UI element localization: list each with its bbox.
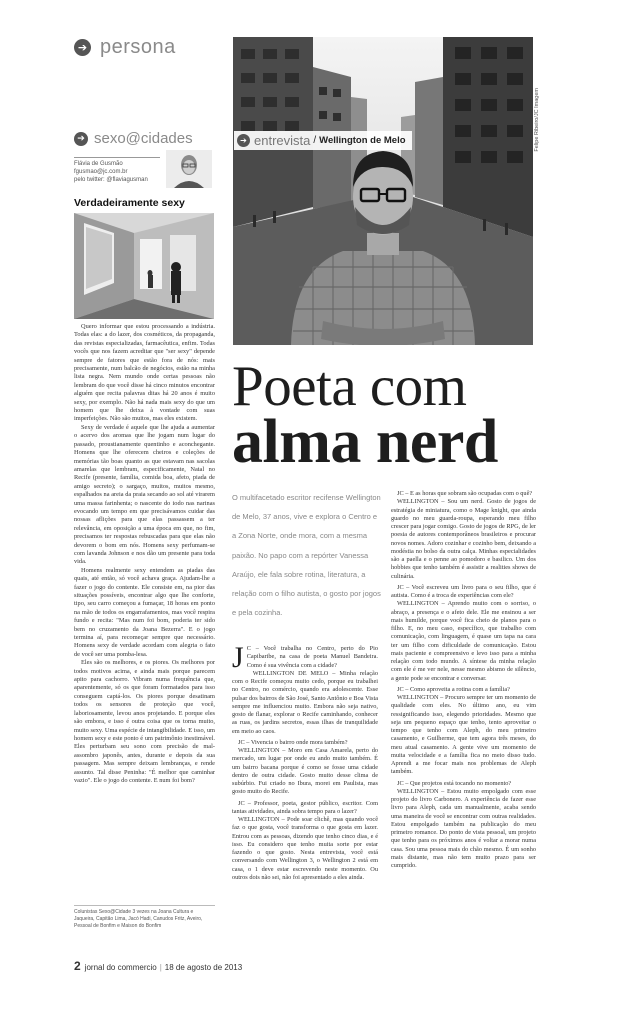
page-footer <box>74 959 242 973</box>
interview-paragraph: WELLINGTON DE MELO – Minha relação com o Recife começou muito cedo, porque eu trabalhei no Centro, no comércio, quando era adolescente. Esse pulsar dos bairros de São José, Santo Antônio e Boa Vista sempre me influenciou muito. Embora não seja nativo, gosto de flanar, explorar o Recife caminhando, conhecer as ruas, os jardins secretos, essas ilhas de tranquilidade em meio ao caos. <box>232 669 378 735</box>
dropcap: J <box>232 645 244 674</box>
interview-question: JC – Vivencia o bairro onde mora também? <box>238 738 348 746</box>
interview-paragraph: WELLINGTON – Procuro sempre ter um momento de qualidade com eles. No último ano, eu vim ressignificando isso, elegendo prioridades. Mesmo que seja um pequeno espaço que tenho, tento aproveitar o tempo que tenho com Aleph, do meu primeiro casamento, e Guilherme, que tem agora três meses, do meu atual casamento. A gente vive um momento de muita velocidade e a família fica no meio disso tudo. Aprendi a me focar mais nos problemas de Aleph também. <box>391 694 536 776</box>
interview-paragraph: WELLINGTON – Aprendo muito com o sorriso, o abraço, a presença e o afeto dele. Ele me ensinou a ser mais humilde, porque você fica cheio de planos para o filho. E, no meu caso, específico, que trabalho com comunicação, com linguagem, é quase um tapa na cara ter um filho com dificuldade de comunicação. Estou mais paciente e compreensivo e levo isso para a minha relação com todo mundo. A síntese da minha relação com ele é me ver nele, nesse mesmo abismo de silêncio, a gente pode se encontrar e conversar. <box>391 600 536 682</box>
interview-question: JC – E as horas que sobram são ocupadas com o quê? <box>397 490 533 497</box>
column-body <box>74 323 215 901</box>
interview-separator: / <box>313 135 317 146</box>
interview-paragraph: WELLINGTON – Moro em Casa Amarela, perto do mercado, um lugar por onde eu ando muito também. É um bairro bacana porque é como se fosse uma cidade dentro de outra cidade. Gosto muito desse clima de subúrbio. Fui criado no Ibura, morei em Paulista, mas gosto muito do Recife. <box>232 747 378 796</box>
page-number: 2 <box>74 959 81 973</box>
interview-photo <box>233 37 533 345</box>
interview-question: JC – Como aproveita a rotina com a família? <box>397 685 510 693</box>
photo-credit: Felipe Ribeiro/JC Imagem <box>534 88 540 152</box>
interview-paragraph: WELLINGTON – Sou um nerd. Gosto de jogos de estratégia de miniatura, como o Mage knight, que ainda guardo no meu guarda-roupa, esperando meu filho crescer para jogar comigo. Gosto de jogos de RPG, de ler poesia de autores contemporâneos brasileiros e procurar novos nomes. Adoro cozinhar e cozinho bem, deixando a modéstia no bolso da outra calça. Minhas especialidades são a paella e o penne ao pomodoro e basilico. Um dos hobbies que tenho também é assistir a realities shows de culinária. <box>391 498 536 580</box>
author-info <box>74 157 160 184</box>
arrow-right-icon: ➔ <box>74 132 88 146</box>
column-title: Verdadeiramente sexy <box>74 197 185 209</box>
author-name: Flávia de Gusmão <box>74 157 160 168</box>
publication-date: 18 de agosto de 2013 <box>164 963 243 972</box>
author-email: fgusmao@jc.com.br <box>74 169 128 175</box>
column-paragraph: Eles são os melhores, e os piores. Os melhores por todos motivos acima, e ainda mais porque parecem apito para cachorro. Vibram numa frequência que, aparentemente, só os que foram formatados para isso conseguem captá-los. Os piores porque desatinam todos os sensores de proteção que você, laboriosamente, levou anos projetando. E porque eles são embora, e isso é outra coisa que os torna muito, muito sexy. Uma espécie de intangibilidade. E isso, um homem sexy e este ponto é um patrimônio inestimável. Eles perturbam seu sono com precisão de mal-assombro japonês, antes, durante e depois da sua passagem. Mas sempre deixam lembranças, e rende assunto. Tal disse Peninha: "É melhor que caminhar vazio". Ele o jogo do contente. E num foi bom? <box>74 659 215 784</box>
interviewee-name: Wellington de Melo <box>319 135 406 146</box>
arrow-right-icon: ➔ <box>237 134 250 147</box>
column-paragraph: Sexy de verdade é aquele que lhe ajuda a aumentar o acervo dos aromas que lhe jogam num lugar do passado, proustianamente quentinho e aconchegante. Homens que lhe oferecem cheiros e coleções de memórias tão boas quanto as que estavam nas sacolas amarelas que lembram, especificamente, Natal no Recife (presente, família, comida boa, afeto, piada de amigo secreto); o sargaço, muitos, muitos mesmo, espalhados na areia da praia secando ao sol até virarem uma massa farinhenta; o nascente do iodo nas narinas evocando um tempo em que precisávamos cuidar das nossas aflições para que elas passassem a ter relevância, em oposição a uma época em que, no fim, precisamos ter respostas rebuscadas para que elas não devorem o bom em nós. Homens sexy perfumam-se com lavanda Johnson e nos dão um presente para toda vida. <box>74 423 215 566</box>
author-photo <box>166 150 212 188</box>
author-twitter: pelo twitter: @flaviagusman <box>74 177 148 183</box>
interview-column-middle <box>232 645 378 940</box>
publication-name: jornal do commercio <box>84 963 157 972</box>
interview-question: JC – Que projetos está tocando no momento? <box>397 779 512 787</box>
arrow-right-icon: ➔ <box>74 39 91 56</box>
interview-intro: O multifacetado escritor recifense Wellington de Melo, 37 anos, vive e explora o Centro e a Zona Norte, onde mora, com a mesma paixão. No papo com a repórter Vanessa Araújo, ele fala sobre rotina, literatura, a relação com o filho autista, o gosto por jogos e pela cozinha. <box>232 493 381 618</box>
interview-label: entrevista <box>254 133 311 148</box>
footer-separator: | <box>159 963 162 972</box>
interview-question: JC – Professor, poeta, gestor público, escritor. Com tantas atividades, ainda sobra tempo para o lazer? <box>232 799 378 815</box>
headline <box>232 355 532 476</box>
interview-paragraph: WELLINGTON – Pode soar clichê, mas quando você faz o que gosta, você transforma o que gosta em lazer. Entrou com as pessoas, dizendo que tenho cinco dias, e é isso. Eu considero que tenho muita sorte por estar fazendo o que gosto. Nesta entrevista, você está conversando com Wellington 3, o Wellington 2 está em casa, o 1 deve estar escrevendo neste momento. Ou outros dois não sei, não foi apresentado a eles ainda. <box>232 816 378 881</box>
column-section-label: sexo@cidades <box>94 130 193 147</box>
interview-paragraph: WELLINGTON – Estou muito empolgado com esse projeto do livro Carbonero. A experiência de fazer esse livro para Aleph, cada um manualmente, acaba sendo uma maneira de você se encontrar com outras realidades. Estou empolgado também na publicação do meu primeiro romance. Do ponto de vista pessoal, um projeto que tenho para os próximos anos é voltar a morar numa casa. Sou uma pessoa mais do chão mesmo. É um sonho mais distante, mas não tem muito prazo para ser cumprido. <box>391 787 536 869</box>
column-section-header <box>74 130 193 147</box>
section-label: persona <box>100 36 176 58</box>
headline-line-1: Poeta com <box>232 355 467 418</box>
interview-tag <box>234 131 412 150</box>
interview-question: JC – Você escreveu um livro para o seu filho, que é autista. Como é a troca de experiências com ele? <box>391 583 536 599</box>
column-paragraph: Quero informar que estou processando a indústria. Todas elas: a do lazer, dos cosméticos, da propaganda, das revistas especializadas, farmacêutica, enfim. Todas vocês que nos fazem acreditar que "ser sexy" depende sempre de fatores que estão fora de nós: mais precisamente, num balcão de negócios, estão na minha lista negra. Nem mundo onde certas pessoas não lembram do que você disse há cinco minutos encontrar alguém que recita palavras ditas há 20 anos é muito sexy, por exemplo. Não há nada mais sexy do que um homem que lhe deixa à vontade com suas imperfeições. Não são muitos, mas eles existem. <box>74 323 215 423</box>
column-illustration <box>74 213 214 319</box>
column-footnote: Colunistas Sexo@Cidade 3 vezes na Joana Cultura e Jaqueira, Capitão Lima, Jacó Hadi, Canudos Fritz, Aveiro, Pessoal de Bonfim e Maison do Bonfim <box>74 905 215 930</box>
section-header <box>74 36 176 59</box>
interview-column-right <box>391 490 536 965</box>
column-paragraph: Homens realmente sexy entendem as piadas das quais, até então, só você achava graça. Ajudam-lhe a fazer o jogo do contente. Ele consiste em, na pior das situações possíveis, encontrar algo que lhe conforte, tipo, seu carro começou a fumaçar, 18 horas em ponto na mão de todos os engarrafamentos, mas você respira fundo e recita: "Mas num foi bom, poderia ter sido bem no cruzamento da Joana Bezerra". E o jogo termina aí, para recomeçar sempre que necessário. Homens sexy de verdade acordam com alegria o fato de você ser uma pomba-lesa. <box>74 566 215 658</box>
headline-line-2: alma nerd <box>232 408 498 476</box>
interview-paragraph: C – Você trabalha no Centro, perto do Pio Capibaribe, na casa de poeta Manuel Bandeira. Como é sua vivência com a cidade? <box>246 645 378 669</box>
